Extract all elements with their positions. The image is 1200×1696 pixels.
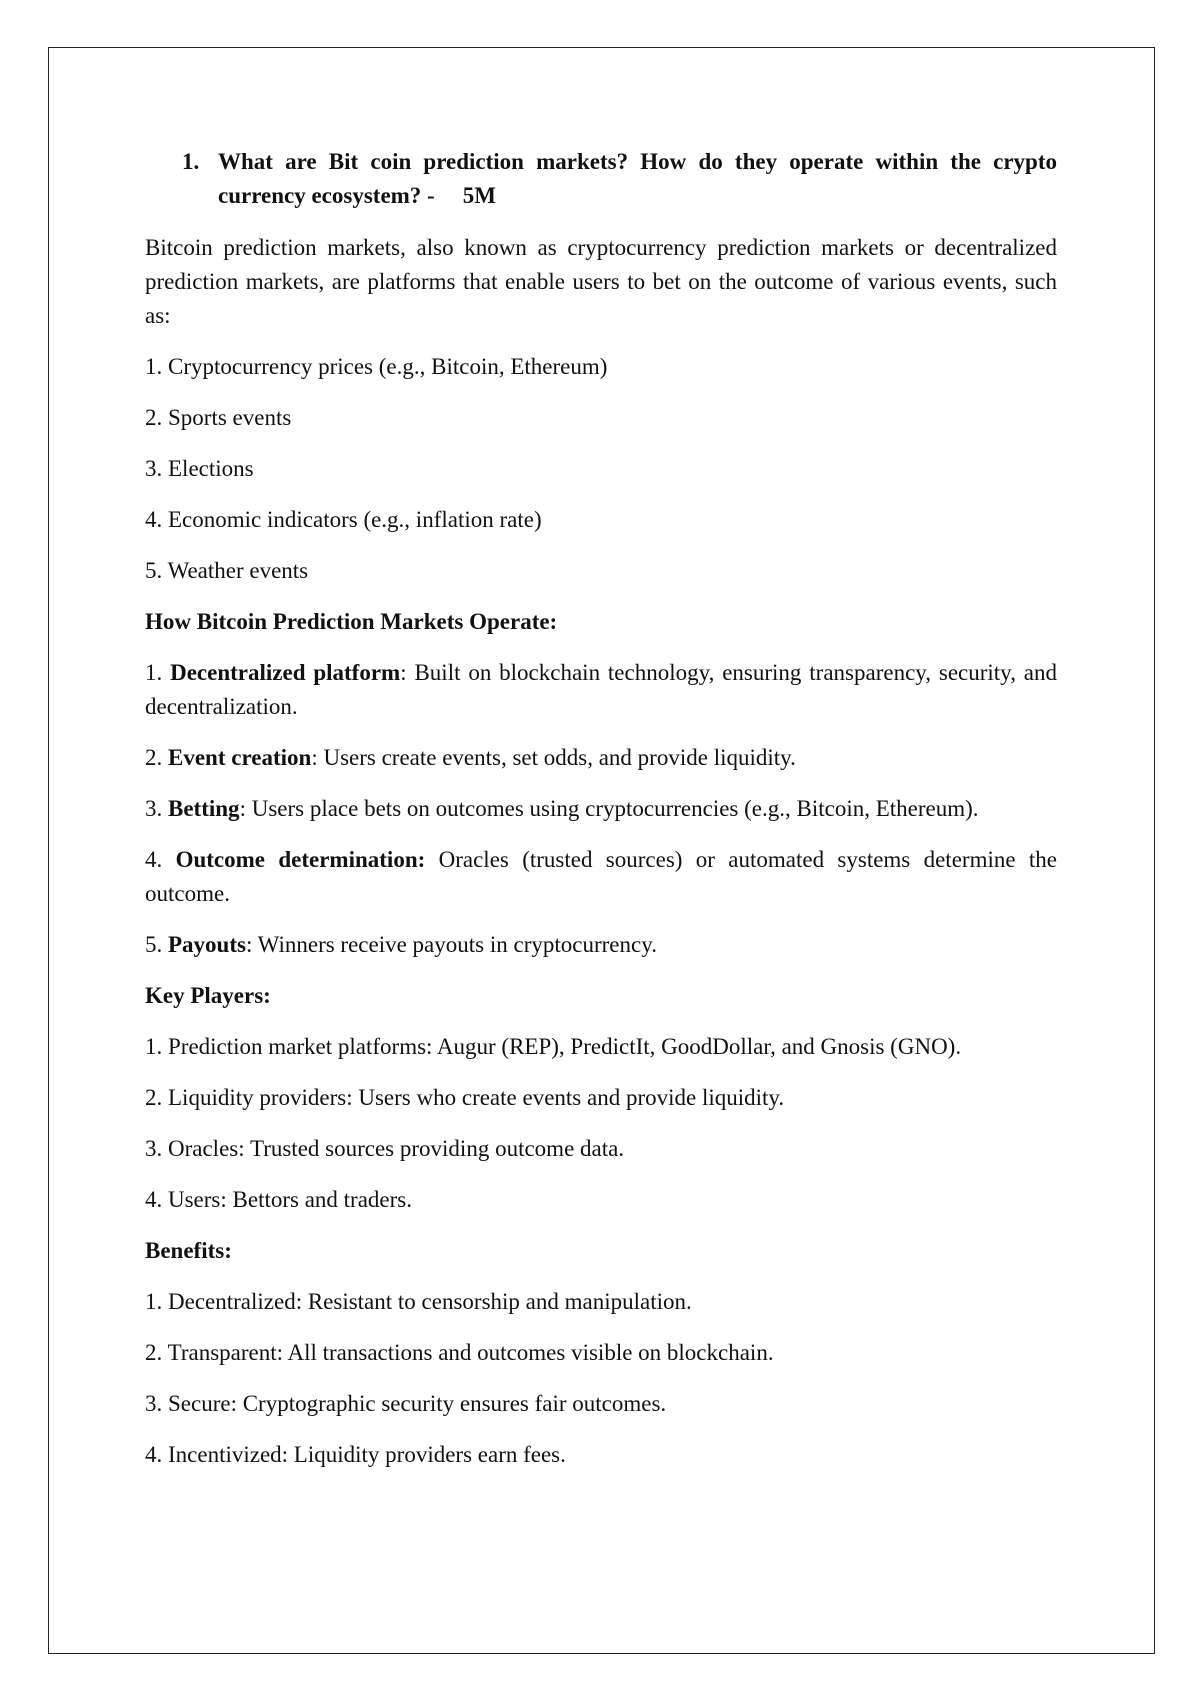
list-item: 5. Payouts: Winners receive payouts in cryptocurrency. (145, 932, 657, 957)
list-item-term: Betting (168, 796, 240, 821)
list-item: 3. Oracles: Trusted sources providing outcome data. (145, 1136, 625, 1161)
question-heading (182, 145, 1057, 213)
list-item: 4. Users: Bettors and traders. (145, 1187, 412, 1212)
list-item: 2. Event creation: Users create events, set odds, and provide liquidity. (145, 745, 796, 770)
list-item: 2. Liquidity providers: Users who create events and provide liquidity. (145, 1085, 785, 1110)
question-text: What are Bit coin prediction markets? How do they operate within the crypto currency ecosystem? - (218, 149, 1057, 208)
list-item: 1. Cryptocurrency prices (e.g., Bitcoin, Ethereum) (145, 354, 608, 379)
list-item: 1. Prediction market platforms: Augur (REP), PredictIt, GoodDollar, and Gnosis (GNO). (145, 1034, 962, 1059)
document-body (145, 145, 1057, 1489)
list-item: 4. Incentivized: Liquidity providers earn fees. (145, 1442, 566, 1467)
list-item: 3. Elections (145, 456, 254, 481)
list-item: 3. Secure: Cryptographic security ensures fair outcomes. (145, 1391, 667, 1416)
section-heading-benefits: Benefits: (145, 1238, 232, 1263)
list-item: 1. Decentralized platform: Built on blockchain technology, ensuring transparency, security, and decentralization. (145, 660, 1057, 719)
list-item: 5. Weather events (145, 558, 309, 583)
list-item-term: Event creation (168, 745, 312, 770)
list-item: 2. Transparent: All transactions and outcomes visible on blockchain. (145, 1340, 774, 1365)
list-item-term: Payouts (168, 932, 246, 957)
list-item: 1. Decentralized: Resistant to censorship and manipulation. (145, 1289, 692, 1314)
list-item: 4. Economic indicators (e.g., inflation rate) (145, 507, 542, 532)
list-item-term: Outcome determination: (175, 847, 426, 872)
list-item-term: Decentralized platform (170, 660, 401, 685)
section-heading-players: Key Players: (145, 983, 271, 1008)
list-item: 2. Sports events (145, 405, 292, 430)
intro-paragraph: Bitcoin prediction markets, also known as cryptocurrency prediction markets or decentralized prediction markets, are platforms that enable users to bet on the outcome of various events, such as: (145, 235, 1057, 328)
section-heading-operate: How Bitcoin Prediction Markets Operate: (145, 609, 558, 634)
list-item: 3. Betting: Users place bets on outcomes using cryptocurrencies (e.g., Bitcoin, Ethereum). (145, 796, 979, 821)
question-number: 1. (182, 149, 200, 174)
list-item: 4. Outcome determination: Oracles (trusted sources) or automated systems determine the outcome. (145, 847, 1057, 906)
question-marks: 5M (462, 183, 496, 208)
